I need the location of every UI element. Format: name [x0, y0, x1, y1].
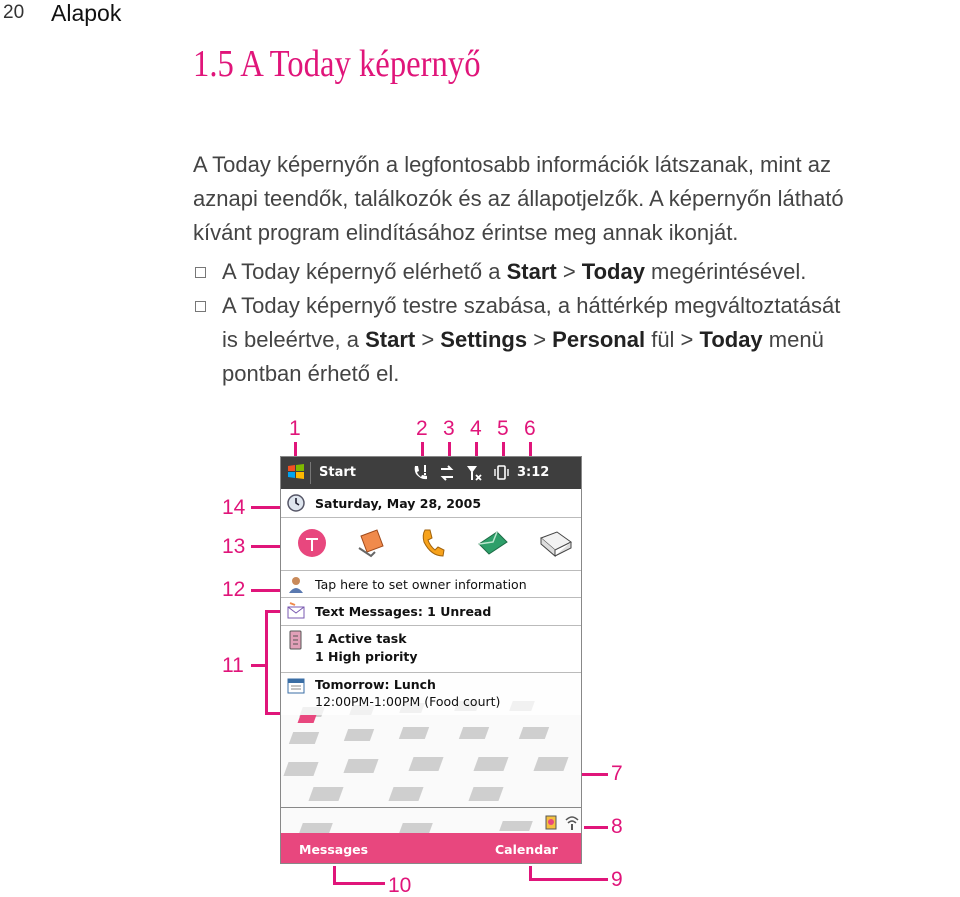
sync-icon[interactable] [438, 463, 456, 483]
calendar-line1: Tomorrow: Lunch [315, 677, 436, 692]
callout-7: 7 [611, 762, 623, 785]
callout-line [251, 589, 281, 592]
owner-text: Tap here to set owner information [315, 577, 527, 592]
callout-line [265, 712, 281, 715]
callout-line [265, 610, 268, 714]
tasks-line2: 1 High priority [315, 649, 418, 664]
background-tile [308, 787, 343, 801]
date-text: Saturday, May 28, 2005 [315, 496, 482, 511]
callout-5: 5 [497, 417, 509, 440]
owner-row[interactable] [281, 571, 581, 598]
messages-row[interactable] [281, 598, 581, 626]
tray-icon[interactable] [543, 812, 561, 832]
signal-icon[interactable] [465, 463, 483, 483]
bullet-list [193, 255, 960, 391]
callout-line [251, 506, 281, 509]
callout-13: 13 [222, 535, 246, 558]
background-tile [408, 757, 443, 771]
tmobile-icon[interactable] [297, 528, 327, 558]
calendar-line2: 12:00PM-1:00PM (Food court) [315, 694, 501, 709]
wireless-icon[interactable] [563, 812, 581, 832]
owner-icon [286, 574, 306, 594]
callout-6: 6 [524, 417, 536, 440]
softkey-calendar[interactable]: Calendar [495, 842, 558, 857]
background-tile [283, 762, 318, 776]
background-tile [459, 727, 489, 739]
windows-logo-icon[interactable] [287, 463, 305, 481]
callout-line [584, 826, 608, 829]
callout-14: 14 [222, 496, 246, 519]
background-tile [519, 727, 549, 739]
calendar-app-icon[interactable] [537, 526, 575, 560]
messaging-icon[interactable] [475, 526, 511, 560]
messages-text: Text Messages: 1 Unread [315, 604, 492, 619]
tasks-row[interactable] [281, 626, 581, 673]
bullet-item: A Today képernyő elérhető a Start > Today megérintésével. [193, 255, 960, 289]
shortcut-bar [281, 518, 581, 571]
callout-1: 1 [289, 417, 301, 440]
title-bar [281, 457, 581, 489]
background-tile [473, 757, 508, 771]
calendar-row[interactable] [281, 673, 581, 715]
callout-11: 11 [222, 654, 244, 677]
background-tile [399, 727, 429, 739]
callout-12: 12 [222, 578, 246, 601]
background-tile [468, 787, 503, 801]
date-row[interactable] [281, 489, 581, 518]
callout-10: 10 [388, 874, 412, 897]
envelope-icon [286, 601, 306, 621]
notes-icon[interactable] [355, 526, 389, 560]
tasks-icon [286, 630, 306, 650]
intro-paragraph [193, 148, 960, 250]
callout-line [265, 610, 281, 613]
callout-8: 8 [611, 815, 623, 838]
calendar-icon [286, 676, 306, 696]
intro-line: aznapi teendők, találkozók és az állapotjelzők. A képernyőn látható [193, 186, 844, 211]
background-tile [289, 732, 319, 744]
softkey-messages[interactable]: Messages [299, 842, 369, 857]
vibrate-icon[interactable] [492, 463, 510, 483]
page-number: 20 [3, 2, 25, 23]
callout-line [333, 882, 385, 885]
background-tile [344, 729, 374, 741]
background-tile [343, 759, 378, 773]
clock-time[interactable]: 3:12 [517, 465, 550, 480]
section-title: Alapok [51, 0, 122, 26]
callout-9: 9 [611, 868, 623, 891]
callout-3: 3 [443, 417, 455, 440]
intro-line: A Today képernyőn a legfontosabb információk látszanak, mint az [193, 152, 831, 177]
notification-tray [281, 807, 581, 836]
callout-2: 2 [416, 417, 428, 440]
background-tile [298, 715, 317, 723]
callout-line [529, 878, 608, 881]
start-menu-button[interactable]: Start [319, 465, 356, 480]
clock-icon [286, 493, 306, 513]
intro-line: kívánt program elindításához érintse meg annak ikonját. [193, 220, 739, 245]
bullet-item: A Today képernyő testre szabása, a háttérkép megváltoztatását is beleértve, a Start > Settings > Personal fül > Today menü pontban érhető el. [193, 289, 960, 391]
bullet-square-icon [195, 267, 206, 278]
phone-app-icon[interactable] [417, 526, 447, 560]
phone-icon[interactable] [411, 463, 429, 483]
page-title: 1.5 A Today képernyő [193, 43, 481, 85]
softkey-bar [281, 833, 581, 863]
callout-line [251, 545, 281, 548]
bullet-square-icon [195, 301, 206, 312]
today-screen [280, 456, 582, 864]
background-tile [533, 757, 568, 771]
tasks-line1: 1 Active task [315, 631, 407, 646]
callout-line [251, 664, 265, 667]
title-divider [310, 462, 311, 484]
callout-4: 4 [470, 417, 482, 440]
background-tile [388, 787, 423, 801]
